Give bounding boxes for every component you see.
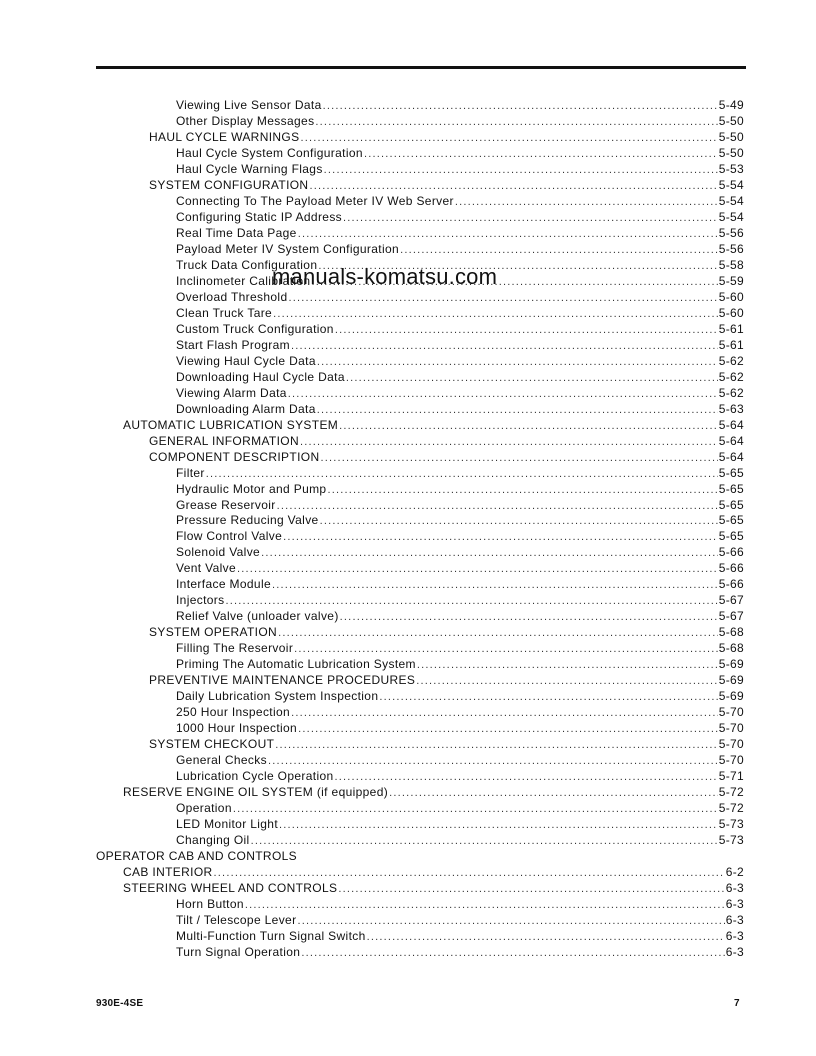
toc-entry[interactable] — [176, 944, 744, 960]
toc-entry-page: 5-70 — [718, 737, 744, 752]
toc-leader-dots — [275, 737, 718, 753]
toc-entry-title: 250 Hour Inspection — [176, 705, 291, 720]
toc-entry-page: 5-50 — [718, 129, 744, 144]
toc-entry-page: 5-60 — [718, 305, 744, 320]
toc-entry[interactable] — [176, 113, 744, 129]
toc-entry-title: Haul Cycle System Configuration — [176, 145, 363, 160]
toc-entry-title: Payload Meter IV System Configuration — [176, 241, 400, 256]
toc-entry-title: Downloading Haul Cycle Data — [176, 369, 345, 384]
toc-entry-page: 5-68 — [718, 625, 744, 640]
toc-entry-page: 5-72 — [718, 801, 744, 816]
toc-entry-page: 5-68 — [718, 641, 744, 656]
toc-entry-page: 5-71 — [718, 769, 744, 784]
toc-entry-page: 5-63 — [718, 401, 744, 416]
toc-entry[interactable] — [123, 417, 744, 433]
toc-leader-dots — [279, 817, 718, 833]
toc-entry[interactable] — [176, 161, 744, 177]
toc-entry[interactable] — [176, 145, 744, 161]
toc-entry-title: Overload Threshold — [176, 289, 288, 304]
toc-leader-dots — [291, 705, 718, 721]
toc-entry-title: General Checks — [176, 753, 267, 768]
toc-entry-title: Pressure Reducing Valve — [176, 513, 319, 528]
toc-entry-title: Filling The Reservoir — [176, 641, 294, 656]
toc-entry[interactable] — [176, 544, 744, 560]
toc-entry-title: Custom Truck Configuration — [176, 321, 334, 336]
toc-entry-page: 5-56 — [718, 241, 744, 256]
toc-entry-title: Truck Data Configuration — [176, 257, 318, 272]
toc-entry[interactable] — [176, 816, 744, 832]
toc-leader-dots — [320, 513, 718, 529]
toc-leader-dots — [272, 577, 718, 593]
toc-entry-title: 1000 Hour Inspection — [176, 721, 298, 736]
toc-leader-dots — [300, 434, 718, 450]
toc-entry-title: STEERING WHEEL AND CONTROLS — [123, 881, 338, 896]
toc-entry-page: 5-62 — [718, 353, 744, 368]
toc-entry-page: 6-3 — [725, 944, 744, 959]
toc-leader-dots — [367, 929, 725, 945]
toc-entry-page: 5-65 — [718, 481, 744, 496]
toc-entry-page: 5-65 — [718, 513, 744, 528]
toc-entry[interactable] — [123, 880, 744, 896]
toc-entry-title: Viewing Haul Cycle Data — [176, 353, 316, 368]
toc-leader-dots — [251, 833, 718, 849]
toc-entry-title: Multi-Function Turn Signal Switch — [176, 928, 366, 943]
toc-entry-title: Start Flash Program — [176, 337, 291, 352]
toc-leader-dots — [237, 561, 718, 577]
toc-leader-dots — [364, 146, 718, 162]
toc-entry-page: 5-70 — [718, 705, 744, 720]
toc-entry[interactable] — [176, 592, 744, 608]
toc-entry-page: 5-62 — [718, 369, 744, 384]
toc-leader-dots — [338, 881, 724, 897]
toc-entry-title: Configuring Static IP Address — [176, 209, 343, 224]
toc-leader-dots — [206, 466, 718, 482]
toc-entry[interactable] — [176, 896, 744, 912]
toc-entry-title: Grease Reservoir — [176, 497, 276, 512]
toc-entry-title: Priming The Automatic Lubrication System — [176, 657, 416, 672]
toc-leader-dots — [317, 354, 718, 370]
toc-entry[interactable] — [176, 832, 744, 848]
toc-entry-title: Clean Truck Tare — [176, 305, 273, 320]
toc-entry[interactable] — [176, 321, 744, 337]
toc-entry-title: HAUL CYCLE WARNINGS — [149, 129, 300, 144]
toc-entry-title: SYSTEM CHECKOUT — [149, 737, 275, 752]
toc-entry-title: Operation — [176, 801, 232, 816]
toc-entry-page: 6-2 — [725, 865, 744, 880]
toc-entry[interactable] — [176, 528, 744, 544]
toc-entry-title: SYSTEM OPERATION — [149, 625, 278, 640]
toc-entry[interactable] — [176, 369, 744, 385]
toc-entry-title: OPERATOR CAB AND CONTROLS — [96, 849, 298, 864]
toc-entry-title: Hydraulic Motor and Pump — [176, 481, 327, 496]
toc-entry-title: COMPONENT DESCRIPTION — [149, 449, 320, 464]
toc-entry[interactable] — [149, 624, 744, 640]
toc-entry[interactable] — [176, 97, 744, 113]
toc-leader-dots — [297, 913, 724, 929]
toc-entry-page: 5-66 — [718, 545, 744, 560]
toc-entry-page: 6-3 — [725, 912, 744, 927]
toc-leader-dots — [400, 242, 718, 258]
toc-entry-page: 5-49 — [718, 98, 744, 112]
toc-entry[interactable] — [176, 912, 744, 928]
toc-entry[interactable] — [176, 800, 744, 816]
toc-entry-page: 5-69 — [718, 673, 744, 688]
toc-entry-page: 5-73 — [718, 817, 744, 832]
toc-leader-dots — [346, 370, 718, 386]
toc-leader-dots — [273, 306, 718, 322]
toc-entry-page: 5-61 — [718, 321, 744, 336]
toc-leader-dots — [379, 689, 717, 705]
toc-leader-dots — [335, 322, 718, 338]
toc-entry-title: Vent Valve — [176, 561, 236, 576]
toc-leader-dots — [245, 897, 725, 913]
toc-entry-page: 5-54 — [718, 177, 744, 192]
toc-leader-dots — [309, 178, 717, 194]
toc-entry[interactable] — [176, 752, 744, 768]
toc-leader-dots — [288, 386, 718, 402]
toc-entry[interactable] — [176, 385, 744, 401]
toc-entry[interactable] — [149, 177, 744, 193]
toc-entry-page: 5-72 — [718, 785, 744, 800]
toc-entry-page: 5-59 — [718, 273, 744, 288]
toc-entry-title: Horn Button — [176, 897, 244, 911]
toc-leader-dots — [277, 498, 718, 514]
toc-leader-dots — [261, 545, 718, 561]
toc-leader-dots — [327, 482, 717, 498]
toc-entry-title: GENERAL INFORMATION — [149, 433, 299, 448]
toc-leader-dots — [416, 673, 718, 689]
toc-entry-page: 6-3 — [725, 881, 744, 896]
toc-leader-dots — [320, 450, 717, 466]
toc-entry-title: Changing Oil — [176, 833, 250, 848]
toc-entry[interactable] — [176, 289, 744, 305]
toc-entry[interactable] — [176, 608, 744, 624]
toc-entry-page: 5-70 — [718, 753, 744, 768]
toc-entry-page: 5-53 — [718, 161, 744, 176]
toc-entry-page: 5-50 — [718, 113, 744, 128]
toc-entry[interactable] — [176, 688, 744, 704]
toc-leader-dots — [278, 625, 718, 641]
toc-leader-dots — [343, 210, 718, 226]
toc-entry[interactable] — [176, 465, 744, 481]
toc-entry-title: AUTOMATIC LUBRICATION SYSTEM — [123, 417, 339, 432]
toc-leader-dots — [268, 753, 718, 769]
toc-entry-title: Connecting To The Payload Meter IV Web Server — [176, 193, 454, 208]
toc-leader-dots — [339, 418, 718, 434]
toc-leader-dots — [294, 641, 718, 657]
toc-entry-page: 5-69 — [718, 689, 744, 704]
toc-entry-page: 5-64 — [718, 417, 744, 432]
toc-entry-page: 5-64 — [718, 433, 744, 448]
toc-entry[interactable] — [123, 864, 744, 880]
toc-leader-dots — [233, 801, 718, 817]
toc-entry-page: 5-73 — [718, 833, 744, 848]
toc-entry-title: LED Monitor Light — [176, 817, 278, 832]
toc-entry-page: 5-65 — [718, 497, 744, 512]
toc-leader-dots — [417, 657, 718, 673]
toc-entry-page: 5-67 — [718, 609, 744, 624]
toc-entry-title: PREVENTIVE MAINTENANCE PROCEDURES — [149, 673, 416, 688]
toc-entry-title: CAB INTERIOR — [123, 865, 213, 880]
toc-entry-page: 5-61 — [718, 337, 744, 352]
toc-entry[interactable] — [176, 512, 744, 528]
toc-entry-page: 5-66 — [718, 561, 744, 576]
toc-leader-dots — [324, 162, 718, 178]
toc-entry-page: 5-69 — [718, 657, 744, 672]
toc-entry-title: Viewing Live Sensor Data — [176, 98, 322, 112]
toc-entry-page: 5-62 — [718, 385, 744, 400]
toc-leader-dots — [455, 194, 718, 210]
toc-leader-dots — [298, 226, 718, 242]
toc-entry[interactable] — [149, 449, 744, 465]
footer-page-number: 7 — [734, 998, 740, 1009]
toc-leader-dots — [226, 593, 718, 609]
toc-entry-page: 5-56 — [718, 225, 744, 240]
toc-entry[interactable] — [176, 305, 744, 321]
toc-entry[interactable] — [176, 497, 744, 513]
toc-entry[interactable] — [176, 209, 744, 225]
toc-entry-page: 6-3 — [725, 928, 744, 943]
toc-entry[interactable] — [176, 656, 744, 672]
toc-entry-page: 5-64 — [718, 449, 744, 464]
toc-entry[interactable] — [149, 736, 744, 752]
toc-entry-page: 5-65 — [718, 465, 744, 480]
toc-entry-page: 5-54 — [718, 209, 744, 224]
toc-entry-page: 5-60 — [718, 289, 744, 304]
toc-entry-title: Injectors — [176, 593, 225, 608]
toc-entry-title: Haul Cycle Warning Flags — [176, 161, 323, 176]
toc-entry-title: Other Display Messages — [176, 113, 315, 128]
toc-leader-dots — [214, 865, 725, 881]
header-rule — [96, 66, 746, 69]
toc-entry-title: Daily Lubrication System Inspection — [176, 689, 379, 704]
toc-entry[interactable] — [176, 193, 744, 209]
toc-leader-dots — [300, 130, 717, 146]
toc-entry-page: 5-54 — [718, 193, 744, 208]
toc-entry-title: Inclinometer Calibration — [176, 273, 311, 288]
toc-entry[interactable] — [176, 481, 744, 497]
toc-entry[interactable] — [176, 704, 744, 720]
toc-entry[interactable] — [176, 225, 744, 241]
toc-entry-title: Real Time Data Page — [176, 225, 297, 240]
toc-entry[interactable] — [176, 241, 744, 257]
toc-entry[interactable] — [176, 720, 744, 736]
toc-leader-dots — [335, 769, 718, 785]
toc-entry-page: 5-70 — [718, 721, 744, 736]
toc-entry[interactable] — [96, 848, 744, 864]
toc-leader-dots — [315, 114, 717, 130]
toc-entry-page: 5-67 — [718, 593, 744, 608]
toc-leader-dots — [389, 785, 718, 801]
toc-entry[interactable] — [149, 433, 744, 449]
toc-entry[interactable] — [176, 928, 744, 944]
toc-entry-title: Tilt / Telescope Lever — [176, 912, 297, 927]
toc-leader-dots — [298, 721, 718, 737]
toc-entry[interactable] — [176, 401, 744, 417]
toc-entry[interactable] — [123, 784, 744, 800]
toc-entry-page: 5-50 — [718, 145, 744, 160]
toc-entry-page: 5-66 — [718, 577, 744, 592]
toc-entry-title: Turn Signal Operation — [176, 944, 301, 959]
toc-leader-dots — [317, 402, 718, 418]
toc-entry-title: Filter — [176, 465, 205, 480]
toc-entry[interactable] — [176, 337, 744, 353]
toc-entry-title: Viewing Alarm Data — [176, 385, 287, 400]
toc-entry[interactable] — [176, 640, 744, 656]
toc-entry-page: 5-58 — [718, 257, 744, 272]
toc-leader-dots — [283, 529, 718, 545]
toc-entry[interactable] — [176, 560, 744, 576]
toc-entry-page: 6-3 — [725, 897, 744, 911]
toc-entry-title: Lubrication Cycle Operation — [176, 769, 334, 784]
toc-leader-dots — [340, 609, 718, 625]
toc-entry-title: Downloading Alarm Data — [176, 401, 316, 416]
toc-leader-dots — [301, 945, 724, 961]
toc-entry[interactable] — [176, 576, 744, 592]
toc-leader-dots — [291, 338, 718, 354]
watermark: manuals-komatsu.com — [272, 264, 498, 289]
toc-entry-page: 5-65 — [718, 529, 744, 544]
toc-entry-title: Solenoid Valve — [176, 545, 261, 560]
toc-entry-title: Relief Valve (unloader valve) — [176, 609, 339, 624]
toc-entry-title: SYSTEM CONFIGURATION — [149, 177, 309, 192]
toc-entry[interactable] — [149, 672, 744, 688]
toc-entry[interactable] — [176, 768, 744, 784]
toc-entry-title: RESERVE ENGINE OIL SYSTEM (if equipped) — [123, 785, 389, 800]
toc-leader-dots — [288, 290, 717, 306]
toc-leader-dots — [323, 98, 718, 114]
footer-model: 930E-4SE — [96, 998, 144, 1009]
toc-entry[interactable] — [149, 129, 744, 145]
toc-entry-title: Interface Module — [176, 577, 271, 592]
toc-entry-title: Flow Control Valve — [176, 529, 283, 544]
toc-entry[interactable] — [176, 353, 744, 369]
